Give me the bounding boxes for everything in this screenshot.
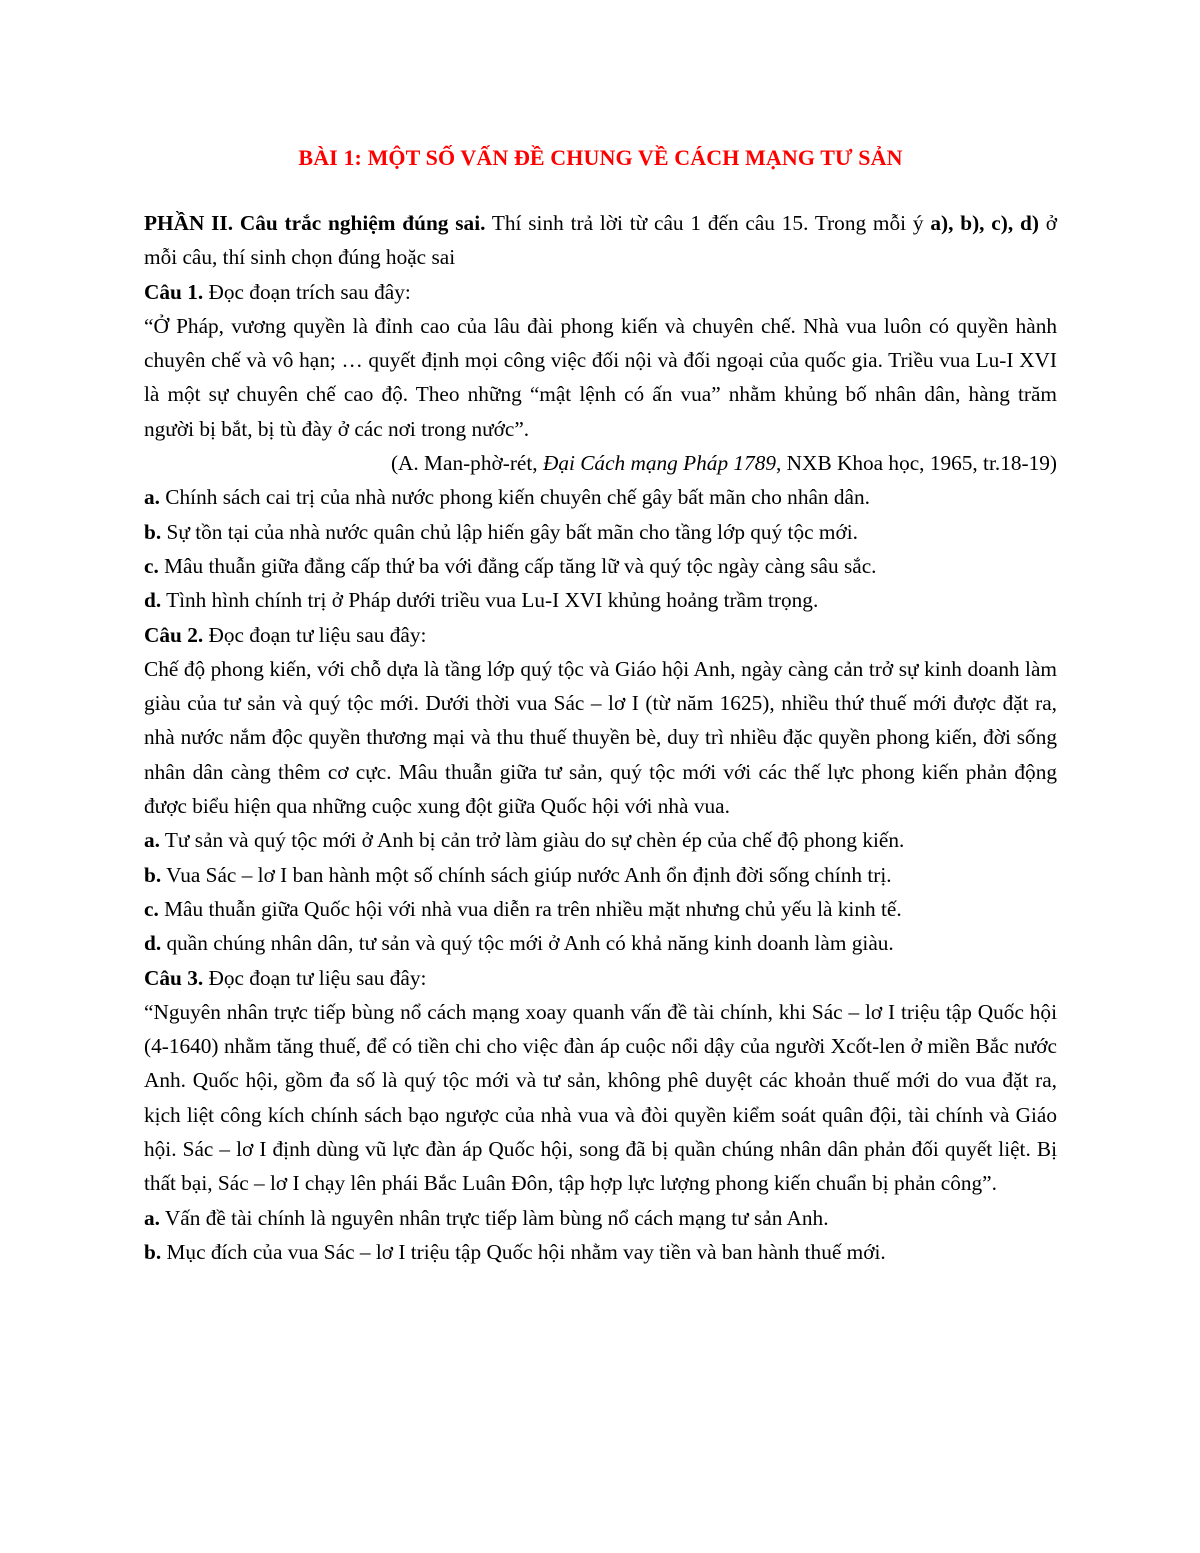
section-instructions [144,206,1057,275]
question-1-option-a [144,480,1057,514]
option-text: Sự tồn tại của nhà nước quân chủ lập hiến gây bất mãn cho tầng lớp quý tộc mới. [161,519,858,544]
question-3-option-b [144,1235,1057,1269]
question-3-option-a [144,1201,1057,1235]
option-text: Mâu thuẫn giữa đẳng cấp thứ ba với đẳng cấp tăng lữ và quý tộc ngày càng sâu sắc. [158,553,877,578]
question-1-prompt: Đọc đoạn trích sau đây: [203,279,411,304]
question-2-heading [144,618,1057,652]
question-1-label: Câu 1. [144,279,204,304]
source-publisher: , NXB Khoa học, 1965, tr.18-19) [776,451,1057,476]
question-2-option-b [144,858,1057,892]
instructions-text-2: ở mỗi câu, thí sinh chọn đúng hoặc sai [144,211,1057,270]
question-3-quote: “Nguyên nhân trực tiếp bùng nổ cách mạng xoay quanh vấn đề tài chính, khi Sác – lơ I triệu tập Quốc hội (4-1640) nhằm tăng thuế, để có tiền chi cho việc đàn áp cuộc nổi dậy của người Xcốt-len ở miền Bắc nước Anh. Quốc hội, gồm đa số là quý tộc mới và tư sản, không phê duyệt các khoản thuế mới do vua đặt ra, kịch liệt công kích chính sách bạo ngược của nhà vua và đòi quyền kiểm soát quân đội, tài chính và Giáo hội. Sác – lơ I định dùng vũ lực đàn áp Quốc hội, song đã bị quần chúng nhân dân phản đối quyết liệt. Bị thất bại, Sác – lơ I chạy lên phái Bắc Luân Đôn, tập hợp lực lượng phong kiến chuẩn bị phản công”. [144,999,1057,1196]
lesson-title: BÀI 1: MỘT SỐ VẤN ĐỀ CHUNG VỀ CÁCH MẠNG TƯ SẢN [298,145,903,170]
option-label: d. [144,588,162,613]
options-label: a), b), c), d) [930,211,1039,235]
question-2-option-c [144,892,1057,926]
option-label: a. [144,1205,160,1230]
option-text: Tình hình chính trị ở Pháp dưới triều vua Lu-I XVI khủng hoảng trầm trọng. [161,588,819,613]
document-page [144,138,1057,1269]
question-2-label: Câu 2. [144,622,204,647]
option-text: Mục đích của vua Sác – lơ I triệu tập Quốc hội nhằm vay tiền và ban hành thuế mới. [161,1239,886,1264]
option-text: Tư sản và quý tộc mới ở Anh bị cản trở làm giàu do sự chèn ép của chế độ phong kiến. [159,828,905,853]
part-label: PHẦN II. Câu trắc nghiệm đúng sai. [144,211,486,235]
question-2-option-d [144,926,1057,960]
question-1-option-c [144,549,1057,583]
question-1-source [144,446,1057,480]
option-text: Mâu thuẫn giữa Quốc hội với nhà vua diễn ra trên nhiều mặt nhưng chủ yếu là kinh tế. [158,896,902,921]
question-3-heading [144,961,1057,995]
question-3-prompt: Đọc đoạn tư liệu sau đây: [203,965,427,990]
source-book-title: Đại Cách mạng Pháp 1789 [542,451,777,476]
option-text: Chính sách cai trị của nhà nước phong kiến chuyên chế gây bất mãn cho nhân dân. [159,485,870,510]
source-author: (A. Man-phờ-rét, [390,451,543,476]
option-label: c. [144,896,159,921]
option-label: b. [144,1239,162,1264]
question-1-option-d [144,583,1057,617]
question-2-option-a [144,823,1057,857]
instructions-text-1: Thí sinh trả lời từ câu 1 đến câu 15. Trong mỗi ý [485,211,931,235]
option-text: Vấn đề tài chính là nguyên nhân trực tiếp làm bùng nổ cách mạng tư sản Anh. [159,1205,829,1230]
question-2-prompt: Đọc đoạn tư liệu sau đây: [203,622,427,647]
question-1-heading [144,275,1057,309]
option-label: a. [144,485,160,510]
option-label: b. [144,862,162,887]
option-text: Vua Sác – lơ I ban hành một số chính sách giúp nước Anh ổn định đời sống chính trị. [161,862,892,887]
question-3-label: Câu 3. [144,965,204,990]
question-1-quote: “Ở Pháp, vương quyền là đỉnh cao của lâu đài phong kiến và chuyên chế. Nhà vua luôn có quyền hành chuyên chế và vô hạn; … quyết định mọi công việc đối nội và đối ngoại của quốc gia. Triều vua Lu-I XVI là một sự chuyên chế cao độ. Theo những “mật lệnh có ấn vua” nhằm khủng bố nhân dân, hàng trăm người bị bắt, bị tù đày ở các nơi trong nước”. [144,313,1057,441]
option-label: b. [144,519,162,544]
option-label: d. [144,931,162,956]
option-label: a. [144,828,160,853]
option-text: quần chúng nhân dân, tư sản và quý tộc mới ở Anh có khả năng kinh doanh làm giàu. [161,931,894,956]
question-1-option-b [144,515,1057,549]
option-label: c. [144,553,159,578]
question-2-passage: Chế độ phong kiến, với chỗ dựa là tầng lớp quý tộc và Giáo hội Anh, ngày càng cản trở sự kinh doanh làm giàu của tư sản và quý tộc mới. Dưới thời vua Sác – lơ I (từ năm 1625), nhiều thứ thuế mới được đặt ra, nhà nước nắm độc quyền thương mại và thu thuế thuyền bè, duy trì nhiều đặc quyền phong kiến, đời sống nhân dân càng thêm cơ cực. Mâu thuẫn giữa tư sản, quý tộc mới với các thế lực phong kiến phản động được biểu hiện qua những cuộc xung đột giữa Quốc hội với nhà vua. [144,656,1057,819]
